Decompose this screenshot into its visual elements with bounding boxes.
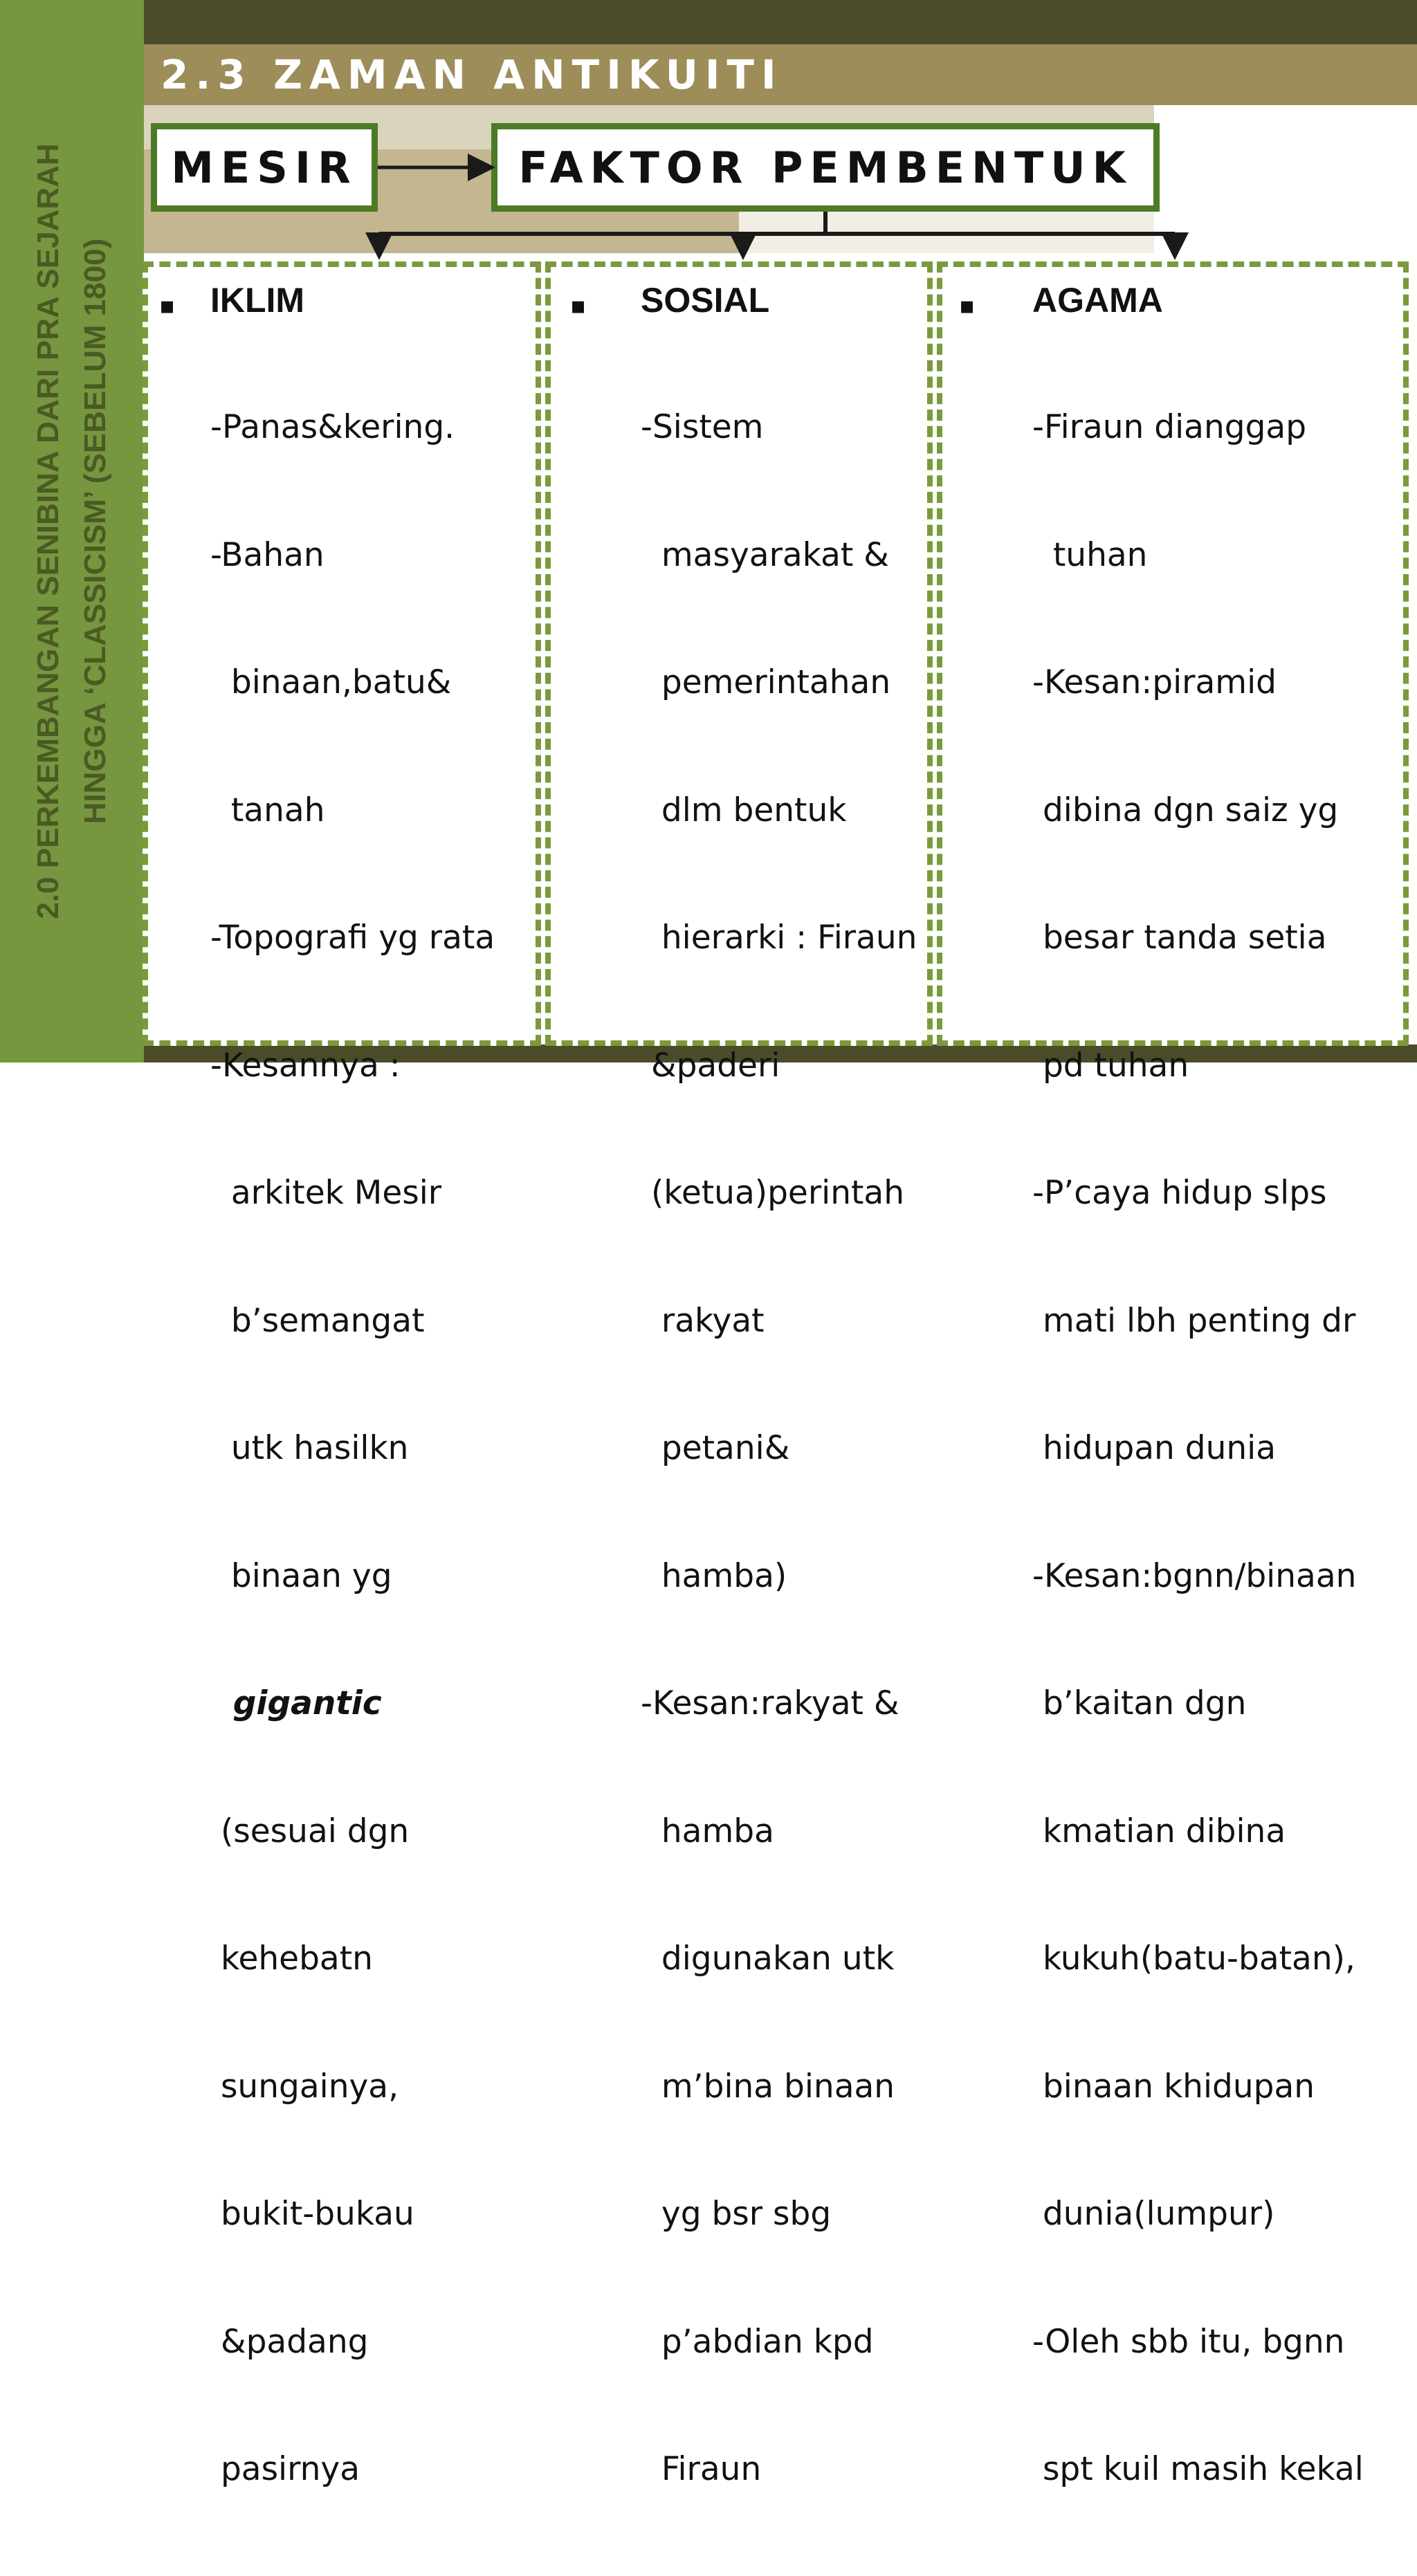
list-item: binaan khidupan bbox=[1032, 2067, 1315, 2106]
list-item: -Kesan:bgnn/binaan bbox=[1032, 1556, 1357, 1595]
list-item: &padang bbox=[210, 2322, 369, 2361]
list-item: utk hasilkn bbox=[210, 1429, 409, 1467]
list-item: m’bina binaan bbox=[641, 2067, 895, 2106]
list-item: hamba) bbox=[641, 1556, 787, 1595]
list-item: dibina dgn saiz yg bbox=[1032, 791, 1339, 829]
list-item: mati lbh penting dr bbox=[1032, 1301, 1356, 1340]
page-title: 2.3 ZAMAN ANTIKUITI bbox=[161, 51, 783, 98]
list-item: binaan,batu& bbox=[210, 663, 452, 701]
list-item: (sesuai dgn bbox=[210, 1812, 410, 1850]
list-item: -P’caya hidup slps bbox=[1032, 1174, 1327, 1212]
node-faktor-pembentuk: FAKTOR PEMBENTUK bbox=[491, 123, 1160, 212]
list-item-emphasis: gigantic bbox=[210, 1684, 382, 1722]
list-item: kukuh(batu-batan), bbox=[1032, 1940, 1355, 1978]
sidebar-title-line2: HINGGA ‘CLASSICISM’ (SEBELUM 1800) bbox=[78, 238, 112, 825]
list-item: pemerintahan bbox=[641, 663, 891, 701]
bullet-icon: ▪ bbox=[570, 292, 587, 320]
list-item: digunakan utk bbox=[641, 1940, 895, 1978]
column-heading: IKLIM bbox=[210, 281, 305, 320]
list-item: bukit-bukau bbox=[210, 2195, 414, 2233]
list-item: tanah bbox=[210, 791, 325, 829]
column-agama bbox=[937, 261, 1409, 2488]
list-item: arkitek Mesir bbox=[210, 1174, 442, 1212]
list-item: rakyat bbox=[641, 1301, 765, 1340]
list-item: -Bahan bbox=[210, 535, 324, 574]
list-item: hidupan dunia bbox=[1032, 1429, 1277, 1467]
list-item: pd tuhan bbox=[1032, 1046, 1189, 1085]
list-item: kmatian dibina bbox=[1032, 1812, 1286, 1850]
column-heading: AGAMA bbox=[1032, 281, 1163, 320]
column-body bbox=[1032, 321, 1364, 2576]
column-body bbox=[641, 321, 917, 2576]
list-item: masyarakat & bbox=[641, 535, 889, 574]
list-item: &paderi bbox=[641, 1046, 780, 1085]
list-item: -Firaun dianggap bbox=[1032, 408, 1307, 446]
list-item: -Kesan:piramid bbox=[1032, 663, 1277, 701]
sidebar-title-line1: 2.0 PERKEMBANGAN SENIBINA DARI PRA SEJARAH bbox=[31, 143, 65, 919]
list-item: b’semangat bbox=[210, 1301, 425, 1340]
list-item: Firaun bbox=[641, 2450, 762, 2488]
list-item: besar tanda setia bbox=[1032, 919, 1327, 957]
list-item: yg bsr sbg bbox=[641, 2195, 832, 2233]
list-item: b’kaitan dgn bbox=[1032, 1684, 1247, 1722]
list-item: sungainya, bbox=[210, 2067, 399, 2106]
list-item: dlm bentuk bbox=[641, 791, 847, 829]
list-item: -Panas&kering. bbox=[210, 408, 455, 446]
list-item: -Topografi yg rata bbox=[210, 919, 495, 957]
bullet-icon: ▪ bbox=[959, 292, 976, 320]
list-item: petani& bbox=[641, 1429, 790, 1467]
list-item: tuhan bbox=[1032, 535, 1148, 574]
list-item: hierarki : Firaun bbox=[641, 919, 917, 957]
column-body bbox=[210, 321, 495, 2576]
list-item: -Oleh sbb itu, bgnn bbox=[1032, 2322, 1345, 2361]
column-heading: SOSIAL bbox=[641, 281, 770, 320]
list-item: -Sistem bbox=[641, 408, 764, 446]
list-item: binaan yg bbox=[210, 1556, 392, 1595]
list-item: pasirnya bbox=[210, 2450, 360, 2488]
bullet-icon: ▪ bbox=[159, 292, 176, 320]
column-iklim bbox=[143, 261, 541, 2488]
list-item: (ketua)perintah bbox=[641, 1174, 905, 1212]
list-item: hamba bbox=[641, 1812, 774, 1850]
list-item: -Kesan:rakyat & bbox=[641, 1684, 899, 1722]
list-item: dunia(lumpur) bbox=[1032, 2195, 1275, 2233]
list-item: -Kesannya : bbox=[210, 1046, 401, 1085]
list-item: p’abdian kpd bbox=[641, 2322, 874, 2361]
column-sosial bbox=[545, 261, 933, 2488]
node-mesir: MESIR bbox=[151, 123, 378, 212]
list-item: spt kuil masih kekal bbox=[1032, 2450, 1364, 2488]
list-item: kehebatn bbox=[210, 1940, 373, 1978]
